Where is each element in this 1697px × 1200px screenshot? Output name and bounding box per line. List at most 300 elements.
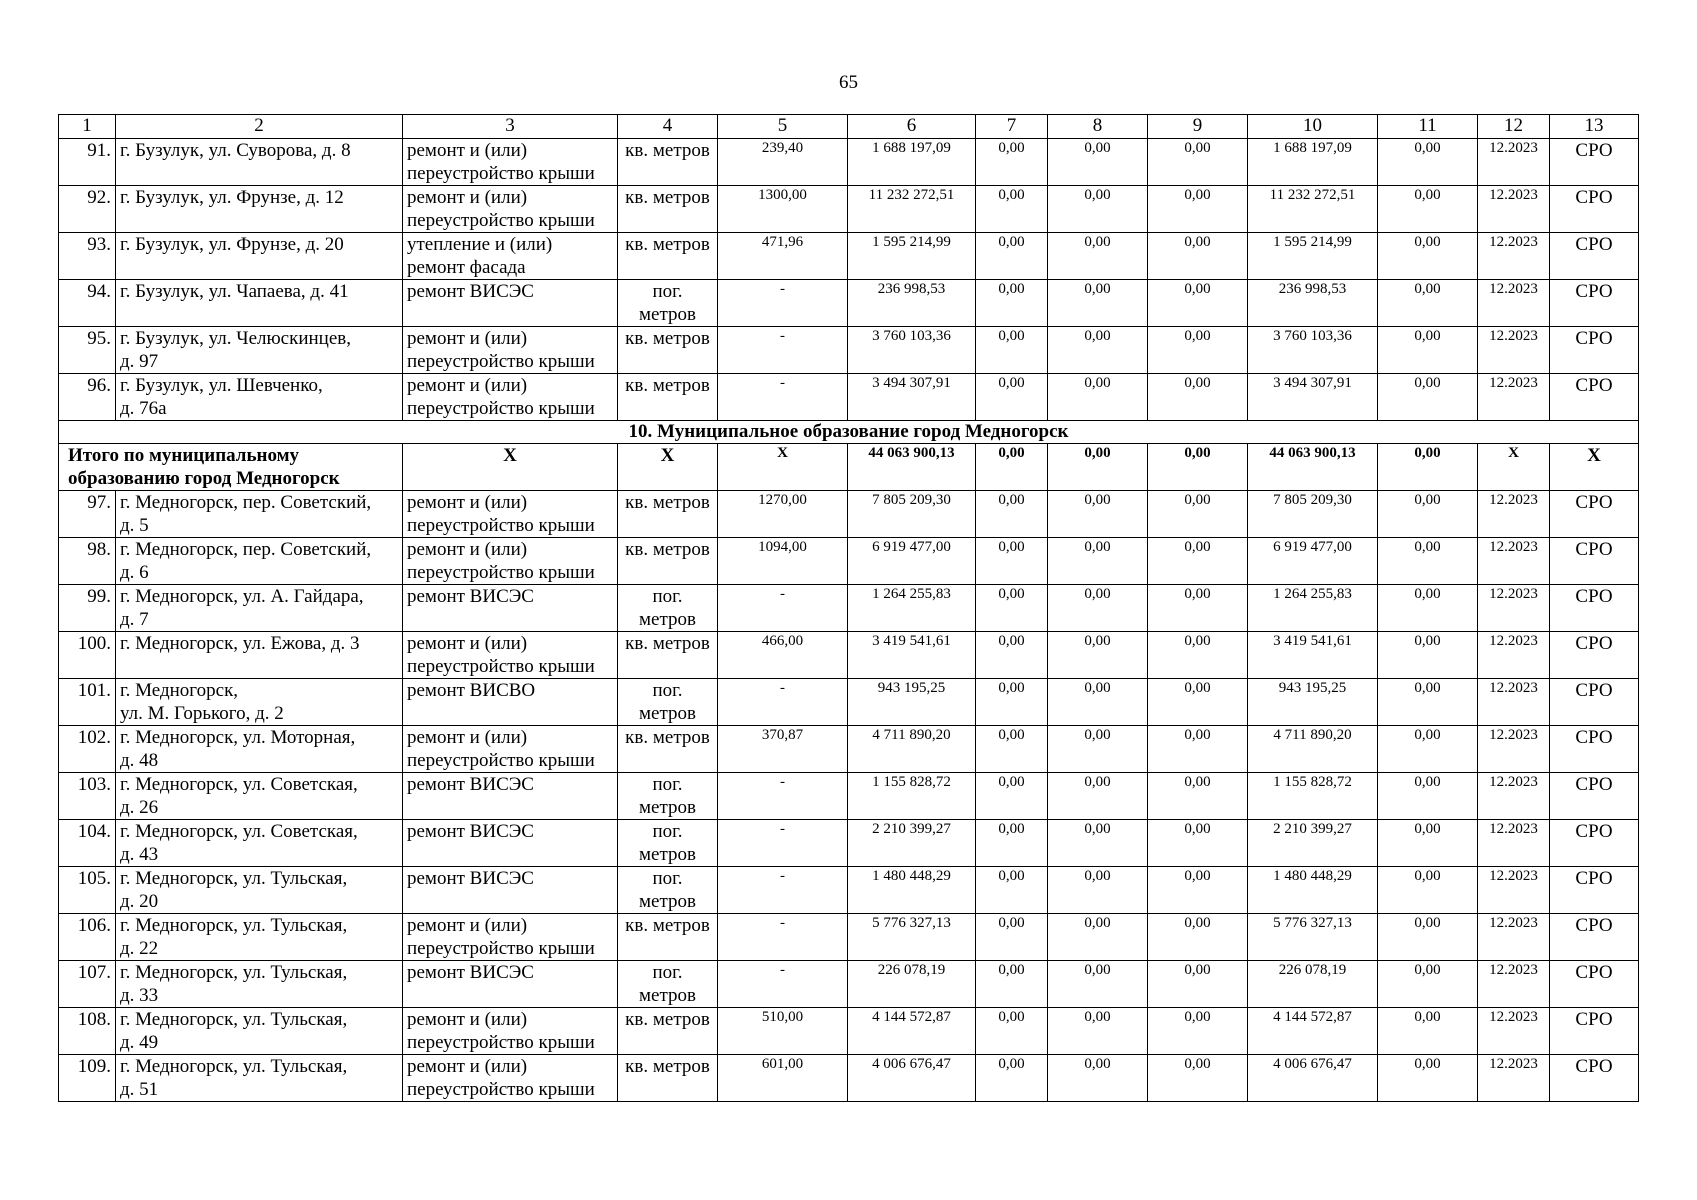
unit-cell-line: кв. метров — [625, 375, 710, 396]
table-row — [59, 139, 1639, 186]
area-cell: 466,00 — [718, 632, 848, 679]
total-cost-cell: 4 711 890,20 — [848, 726, 976, 773]
unit-cell — [618, 820, 718, 867]
owner-funds-cell: 3 419 541,61 — [1248, 632, 1378, 679]
owner-funds-cell: 3 494 307,91 — [1248, 374, 1378, 421]
unit-cell-line: пог. — [652, 821, 683, 842]
row-number: 93. — [59, 233, 116, 280]
unit-cell-line: кв. метров — [625, 727, 710, 748]
column-number: 9 — [1148, 115, 1248, 139]
total-c11: 0,00 — [1378, 444, 1478, 491]
deadline-cell: 12.2023 — [1478, 914, 1550, 961]
work-type-cell — [403, 820, 618, 867]
total-cost-cell: 1 688 197,09 — [848, 139, 976, 186]
unit-cell-line: пог. — [652, 680, 683, 701]
work-type-cell-line: ремонт ВИСЭС — [407, 281, 534, 302]
owner-funds-cell: 4 711 890,20 — [1248, 726, 1378, 773]
work-type-cell-line: ремонт и (или) — [407, 328, 528, 349]
other-funds-cell: 0,00 — [1378, 186, 1478, 233]
operator-cell: СРО — [1550, 961, 1639, 1008]
row-number: 96. — [59, 374, 116, 421]
table-row — [59, 961, 1639, 1008]
row-number: 98. — [59, 538, 116, 585]
area-cell: - — [718, 585, 848, 632]
owner-funds-cell: 4 006 676,47 — [1248, 1055, 1378, 1102]
area-cell: - — [718, 679, 848, 726]
address-cell-line: г. Медногорск, пер. Советский, — [120, 492, 372, 513]
total-cost-cell: 2 210 399,27 — [848, 820, 976, 867]
address-cell-line: д. 5 — [120, 515, 149, 536]
unit-cell — [618, 632, 718, 679]
deadline-cell: 12.2023 — [1478, 186, 1550, 233]
row-number: 100. — [59, 632, 116, 679]
unit-cell-line: метров — [639, 985, 696, 1006]
owner-funds-cell: 943 195,25 — [1248, 679, 1378, 726]
local-funds-cell: 0,00 — [1148, 914, 1248, 961]
total-c9: 0,00 — [1148, 444, 1248, 491]
other-funds-cell: 0,00 — [1378, 139, 1478, 186]
local-funds-cell: 0,00 — [1148, 726, 1248, 773]
work-type-cell-line: ремонт ВИСЭС — [407, 868, 534, 889]
local-funds-cell: 0,00 — [1148, 538, 1248, 585]
deadline-cell: 12.2023 — [1478, 726, 1550, 773]
work-type-cell-line: переустройство крыши — [407, 515, 595, 536]
row-number: 109. — [59, 1055, 116, 1102]
column-number: 4 — [618, 115, 718, 139]
total-cost-cell: 6 919 477,00 — [848, 538, 976, 585]
deadline-cell: 12.2023 — [1478, 1008, 1550, 1055]
operator-cell: СРО — [1550, 233, 1639, 280]
unit-cell-line: пог. — [652, 586, 683, 607]
deadline-cell: 12.2023 — [1478, 233, 1550, 280]
column-number: 12 — [1478, 115, 1550, 139]
federal-funds-cell: 0,00 — [976, 139, 1048, 186]
table-row — [59, 1055, 1639, 1102]
total-cost-cell: 3 760 103,36 — [848, 327, 976, 374]
total-cost: 44 063 900,13 — [848, 444, 976, 491]
area-cell: 239,40 — [718, 139, 848, 186]
deadline-cell: 12.2023 — [1478, 538, 1550, 585]
table-row — [59, 773, 1639, 820]
regional-funds-cell: 0,00 — [1048, 914, 1148, 961]
row-number: 94. — [59, 280, 116, 327]
work-type-cell-line: ремонт и (или) — [407, 727, 528, 748]
local-funds-cell: 0,00 — [1148, 820, 1248, 867]
regional-funds-cell: 0,00 — [1048, 491, 1148, 538]
table-row — [59, 327, 1639, 374]
owner-funds-cell: 11 232 272,51 — [1248, 186, 1378, 233]
operator-cell: СРО — [1550, 914, 1639, 961]
column-number: 13 — [1550, 115, 1639, 139]
unit-cell-line: кв. метров — [625, 633, 710, 654]
address-cell-line: г. Медногорск, ул. Тульская, — [120, 962, 348, 983]
other-funds-cell: 0,00 — [1378, 374, 1478, 421]
row-number: 105. — [59, 867, 116, 914]
table-row — [59, 233, 1639, 280]
work-type-cell-line: ремонт ВИСЭС — [407, 821, 534, 842]
regional-funds-cell: 0,00 — [1048, 280, 1148, 327]
address-cell-line: г. Медногорск, пер. Советский, — [120, 539, 372, 560]
address-cell-line: г. Бузулук, ул. Шевченко, — [120, 375, 323, 396]
work-type-cell — [403, 538, 618, 585]
address-cell — [116, 585, 403, 632]
local-funds-cell: 0,00 — [1148, 327, 1248, 374]
unit-cell — [618, 1008, 718, 1055]
unit-cell-line: кв. метров — [625, 1056, 710, 1077]
unit-cell-line: пог. — [652, 962, 683, 983]
unit-cell-line: кв. метров — [625, 1009, 710, 1030]
total-cost-cell: 1 155 828,72 — [848, 773, 976, 820]
unit-cell-line: пог. — [652, 281, 683, 302]
unit-cell — [618, 233, 718, 280]
address-cell-line: д. 48 — [120, 750, 159, 771]
work-type-cell — [403, 280, 618, 327]
work-type-cell-line: переустройство крыши — [407, 1079, 595, 1100]
regional-funds-cell: 0,00 — [1048, 327, 1148, 374]
work-type-cell-line: ремонт ВИСВО — [407, 680, 536, 701]
address-cell — [116, 327, 403, 374]
column-number: 11 — [1378, 115, 1478, 139]
unit-cell-line: кв. метров — [625, 187, 710, 208]
regional-funds-cell: 0,00 — [1048, 233, 1148, 280]
federal-funds-cell: 0,00 — [976, 491, 1048, 538]
table-row — [59, 280, 1639, 327]
area-cell: 1300,00 — [718, 186, 848, 233]
local-funds-cell: 0,00 — [1148, 585, 1248, 632]
table-row — [59, 867, 1639, 914]
work-type-cell — [403, 961, 618, 1008]
address-cell-line: г. Медногорск, — [120, 680, 239, 701]
owner-funds-cell: 1 264 255,83 — [1248, 585, 1378, 632]
unit-cell-line: пог. — [652, 774, 683, 795]
unit-cell — [618, 538, 718, 585]
row-number: 97. — [59, 491, 116, 538]
federal-funds-cell: 0,00 — [976, 773, 1048, 820]
total-cost-cell: 3 494 307,91 — [848, 374, 976, 421]
table-row — [59, 632, 1639, 679]
deadline-cell: 12.2023 — [1478, 585, 1550, 632]
regional-funds-cell: 0,00 — [1048, 1055, 1148, 1102]
total-cost-cell: 943 195,25 — [848, 679, 976, 726]
work-type-cell — [403, 867, 618, 914]
row-number: 107. — [59, 961, 116, 1008]
work-type-cell-line: ремонт ВИСЭС — [407, 774, 534, 795]
section-title: 10. Муниципальное образование город Медногорск — [59, 421, 1639, 444]
column-number: 5 — [718, 115, 848, 139]
area-cell: - — [718, 327, 848, 374]
address-cell-line: г. Медногорск, ул. Моторная, — [120, 727, 356, 748]
page-number: 65 — [839, 72, 858, 93]
total-c13: Х — [1550, 444, 1639, 491]
unit-cell — [618, 327, 718, 374]
regional-funds-cell: 0,00 — [1048, 538, 1148, 585]
work-type-cell — [403, 726, 618, 773]
operator-cell: СРО — [1550, 327, 1639, 374]
work-type-cell — [403, 186, 618, 233]
regional-funds-cell: 0,00 — [1048, 139, 1148, 186]
work-type-cell — [403, 585, 618, 632]
work-type-cell-line: ремонт и (или) — [407, 492, 528, 513]
area-cell: 370,87 — [718, 726, 848, 773]
operator-cell: СРО — [1550, 280, 1639, 327]
address-cell-line: д. 76а — [120, 398, 167, 419]
address-cell-line: д. 6 — [120, 562, 149, 583]
table-row — [59, 374, 1639, 421]
address-cell-line: г. Медногорск, ул. Тульская, — [120, 1009, 348, 1030]
deadline-cell: 12.2023 — [1478, 679, 1550, 726]
local-funds-cell: 0,00 — [1148, 374, 1248, 421]
address-cell — [116, 233, 403, 280]
total-cost-cell: 5 776 327,13 — [848, 914, 976, 961]
owner-funds-cell: 2 210 399,27 — [1248, 820, 1378, 867]
work-type-cell-line: ремонт и (или) — [407, 539, 528, 560]
work-type-cell — [403, 327, 618, 374]
deadline-cell: 12.2023 — [1478, 632, 1550, 679]
table-row — [59, 186, 1639, 233]
work-type-cell — [403, 491, 618, 538]
unit-cell-line: метров — [639, 891, 696, 912]
work-type-cell — [403, 632, 618, 679]
unit-cell-line: кв. метров — [625, 492, 710, 513]
total-label — [59, 444, 403, 491]
unit-cell — [618, 679, 718, 726]
work-type-cell-line: ремонт и (или) — [407, 633, 528, 654]
work-type-cell-line: ремонт и (или) — [407, 140, 528, 161]
address-cell-line: г. Медногорск, ул. Советская, — [120, 774, 358, 795]
work-type-cell-line: переустройство крыши — [407, 163, 595, 184]
local-funds-cell: 0,00 — [1148, 139, 1248, 186]
unit-cell — [618, 1055, 718, 1102]
operator-cell: СРО — [1550, 1008, 1639, 1055]
local-funds-cell: 0,00 — [1148, 1008, 1248, 1055]
operator-cell: СРО — [1550, 679, 1639, 726]
other-funds-cell: 0,00 — [1378, 538, 1478, 585]
other-funds-cell: 0,00 — [1378, 491, 1478, 538]
total-cost-cell: 1 595 214,99 — [848, 233, 976, 280]
deadline-cell: 12.2023 — [1478, 1055, 1550, 1102]
table-body-bottom — [59, 491, 1639, 1102]
row-number: 95. — [59, 327, 116, 374]
federal-funds-cell: 0,00 — [976, 961, 1048, 1008]
unit-cell — [618, 867, 718, 914]
unit-cell-line: метров — [639, 304, 696, 325]
table-row — [59, 914, 1639, 961]
area-cell: - — [718, 867, 848, 914]
federal-funds-cell: 0,00 — [976, 867, 1048, 914]
unit-cell-line: метров — [639, 844, 696, 865]
area-cell: 601,00 — [718, 1055, 848, 1102]
table-row — [59, 820, 1639, 867]
address-cell-line: ул. М. Горького, д. 2 — [120, 703, 284, 724]
work-type-cell-line: переустройство крыши — [407, 656, 595, 677]
work-type-cell-line: ремонт и (или) — [407, 1056, 528, 1077]
local-funds-cell: 0,00 — [1148, 233, 1248, 280]
work-type-cell-line: переустройство крыши — [407, 398, 595, 419]
area-cell: - — [718, 374, 848, 421]
total-c3: Х — [403, 444, 618, 491]
unit-cell — [618, 280, 718, 327]
unit-cell — [618, 585, 718, 632]
address-cell-line: г. Медногорск, ул. А. Гайдара, — [120, 586, 364, 607]
other-funds-cell: 0,00 — [1378, 585, 1478, 632]
unit-cell — [618, 374, 718, 421]
total-cost-cell: 236 998,53 — [848, 280, 976, 327]
unit-cell — [618, 186, 718, 233]
total-cost-cell: 4 006 676,47 — [848, 1055, 976, 1102]
unit-cell — [618, 773, 718, 820]
unit-cell-line: кв. метров — [625, 234, 710, 255]
unit-cell — [618, 491, 718, 538]
address-cell — [116, 186, 403, 233]
area-cell: 471,96 — [718, 233, 848, 280]
address-cell — [116, 773, 403, 820]
other-funds-cell: 0,00 — [1378, 867, 1478, 914]
operator-cell: СРО — [1550, 585, 1639, 632]
address-cell-line: д. 51 — [120, 1079, 159, 1100]
federal-funds-cell: 0,00 — [976, 280, 1048, 327]
address-cell — [116, 374, 403, 421]
regional-funds-cell: 0,00 — [1048, 374, 1148, 421]
unit-cell — [618, 914, 718, 961]
unit-cell — [618, 139, 718, 186]
work-type-cell-line: ремонт ВИСЭС — [407, 962, 534, 983]
unit-cell-line: метров — [639, 703, 696, 724]
operator-cell: СРО — [1550, 374, 1639, 421]
address-cell-line: г. Бузулук, ул. Чапаева, д. 41 — [120, 281, 349, 302]
row-number: 101. — [59, 679, 116, 726]
local-funds-cell: 0,00 — [1148, 1055, 1248, 1102]
area-cell: 510,00 — [718, 1008, 848, 1055]
area-cell: 1094,00 — [718, 538, 848, 585]
regional-funds-cell: 0,00 — [1048, 585, 1148, 632]
other-funds-cell: 0,00 — [1378, 233, 1478, 280]
operator-cell: СРО — [1550, 1055, 1639, 1102]
total-cost-cell: 1 480 448,29 — [848, 867, 976, 914]
work-type-cell-line: утепление и (или) — [407, 234, 553, 255]
federal-funds-cell: 0,00 — [976, 585, 1048, 632]
local-funds-cell: 0,00 — [1148, 961, 1248, 1008]
total-cost-cell: 3 419 541,61 — [848, 632, 976, 679]
address-cell — [116, 280, 403, 327]
work-type-cell — [403, 233, 618, 280]
owner-funds-cell: 1 480 448,29 — [1248, 867, 1378, 914]
local-funds-cell: 0,00 — [1148, 186, 1248, 233]
federal-funds-cell: 0,00 — [976, 632, 1048, 679]
column-number: 7 — [976, 115, 1048, 139]
column-number: 6 — [848, 115, 976, 139]
area-cell: - — [718, 820, 848, 867]
deadline-cell: 12.2023 — [1478, 491, 1550, 538]
unit-cell-line: кв. метров — [625, 140, 710, 161]
address-cell — [116, 491, 403, 538]
operator-cell: СРО — [1550, 773, 1639, 820]
address-cell — [116, 820, 403, 867]
table-row — [59, 726, 1639, 773]
total-cost-cell: 1 264 255,83 — [848, 585, 976, 632]
federal-funds-cell: 0,00 — [976, 538, 1048, 585]
owner-funds-cell: 3 760 103,36 — [1248, 327, 1378, 374]
address-cell-line: д. 49 — [120, 1032, 159, 1053]
unit-cell — [618, 961, 718, 1008]
table-body-top — [59, 139, 1639, 421]
federal-funds-cell: 0,00 — [976, 233, 1048, 280]
deadline-cell: 12.2023 — [1478, 327, 1550, 374]
row-number: 106. — [59, 914, 116, 961]
unit-cell-line: метров — [639, 797, 696, 818]
local-funds-cell: 0,00 — [1148, 773, 1248, 820]
work-type-cell-line: переустройство крыши — [407, 938, 595, 959]
federal-funds-cell: 0,00 — [976, 327, 1048, 374]
table-row — [59, 1008, 1639, 1055]
owner-funds-cell: 6 919 477,00 — [1248, 538, 1378, 585]
deadline-cell: 12.2023 — [1478, 280, 1550, 327]
other-funds-cell: 0,00 — [1378, 961, 1478, 1008]
local-funds-cell: 0,00 — [1148, 679, 1248, 726]
federal-funds-cell: 0,00 — [976, 679, 1048, 726]
operator-cell: СРО — [1550, 491, 1639, 538]
unit-cell-line: кв. метров — [625, 915, 710, 936]
deadline-cell: 12.2023 — [1478, 773, 1550, 820]
other-funds-cell: 0,00 — [1378, 327, 1478, 374]
work-type-cell-line: ремонт и (или) — [407, 1009, 528, 1030]
operator-cell: СРО — [1550, 538, 1639, 585]
federal-funds-cell: 0,00 — [976, 914, 1048, 961]
other-funds-cell: 0,00 — [1378, 820, 1478, 867]
deadline-cell: 12.2023 — [1478, 961, 1550, 1008]
unit-cell — [618, 726, 718, 773]
row-number: 104. — [59, 820, 116, 867]
address-cell-line: д. 97 — [120, 351, 159, 372]
owner-funds-cell: 4 144 572,87 — [1248, 1008, 1378, 1055]
other-funds-cell: 0,00 — [1378, 1055, 1478, 1102]
address-cell — [116, 679, 403, 726]
owner-funds-cell: 226 078,19 — [1248, 961, 1378, 1008]
other-funds-cell: 0,00 — [1378, 632, 1478, 679]
federal-funds-cell: 0,00 — [976, 820, 1048, 867]
area-cell: - — [718, 961, 848, 1008]
operator-cell: СРО — [1550, 139, 1639, 186]
total-cost-cell: 4 144 572,87 — [848, 1008, 976, 1055]
other-funds-cell: 0,00 — [1378, 773, 1478, 820]
work-type-cell-line: переустройство крыши — [407, 210, 595, 231]
address-cell-line: д. 7 — [120, 609, 149, 630]
federal-funds-cell: 0,00 — [976, 1008, 1048, 1055]
area-cell: - — [718, 773, 848, 820]
regional-funds-cell: 0,00 — [1048, 726, 1148, 773]
row-number: 103. — [59, 773, 116, 820]
address-cell-line: г. Медногорск, ул. Тульская, — [120, 915, 348, 936]
total-c4: Х — [618, 444, 718, 491]
regional-funds-cell: 0,00 — [1048, 773, 1148, 820]
local-funds-cell: 0,00 — [1148, 632, 1248, 679]
address-cell — [116, 1055, 403, 1102]
row-number: 91. — [59, 139, 116, 186]
table-row — [59, 679, 1639, 726]
regional-funds-cell: 0,00 — [1048, 961, 1148, 1008]
deadline-cell: 12.2023 — [1478, 820, 1550, 867]
work-type-cell-line: переустройство крыши — [407, 750, 595, 771]
deadline-cell: 12.2023 — [1478, 374, 1550, 421]
row-number: 92. — [59, 186, 116, 233]
deadline-cell: 12.2023 — [1478, 139, 1550, 186]
address-cell-line: г. Медногорск, ул. Ежова, д. 3 — [120, 633, 360, 654]
address-cell — [116, 632, 403, 679]
operator-cell: СРО — [1550, 632, 1639, 679]
table-row — [59, 491, 1639, 538]
address-cell — [116, 139, 403, 186]
address-cell-line: д. 20 — [120, 891, 159, 912]
regional-funds-cell: 0,00 — [1048, 867, 1148, 914]
